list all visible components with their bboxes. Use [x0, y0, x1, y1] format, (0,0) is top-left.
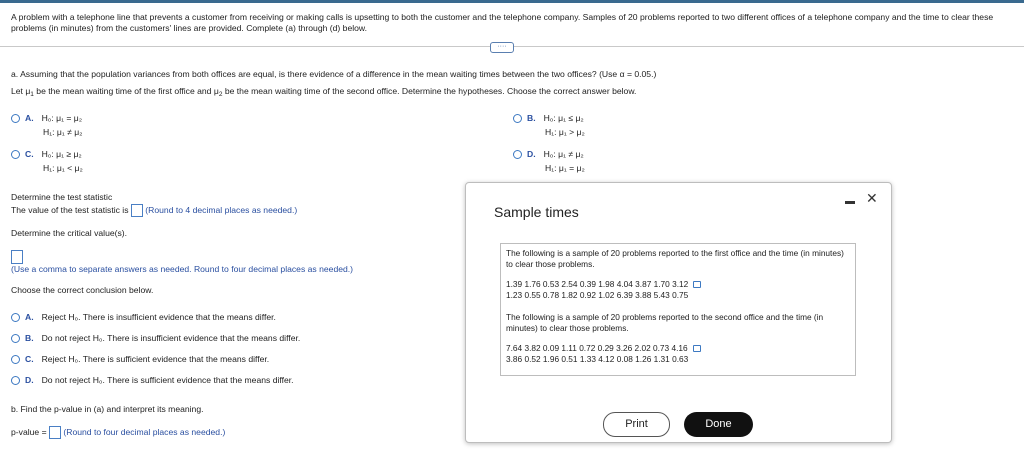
- part-a-question: a. Assuming that the population variances from both offices are equal, is there evidence of a difference in the mean waiting times between the two offices? (Use α = 0.05.): [11, 69, 657, 79]
- more-button[interactable]: ····: [490, 42, 514, 53]
- test-stat-row: The value of the test statistic is (Round to 4 decimal places as needed.): [11, 204, 297, 217]
- test-stat-input[interactable]: [131, 204, 143, 217]
- sample-times-dialog: [465, 182, 892, 443]
- hyp-option-a-alt: H₁: μ₁ ≠ μ₂: [43, 127, 83, 137]
- radio-icon[interactable]: [11, 150, 20, 159]
- second-office-description: The following is a sample of 20 problems reported to the second office and the time (in minutes) to clear those problems.: [506, 312, 824, 333]
- hyp-option-b-alt: H₁: μ₁ > μ₂: [545, 127, 585, 137]
- second-office-row-1: 7.64 3.82 0.09 1.11 0.72 0.29 3.26 2.02 0.73 4.16: [506, 343, 851, 354]
- critical-hint: (Use a comma to separate answers as needed. Round to four decimal places as needed.): [11, 264, 354, 274]
- radio-icon[interactable]: [513, 114, 522, 123]
- conclusion-option-c[interactable]: C. Reject H₀. There is sufficient evidence that the means differ.: [11, 354, 269, 364]
- conclusion-heading: Choose the correct conclusion below.: [11, 285, 154, 295]
- problem-intro: A problem with a telephone line that prevents a customer from receiving or making calls is upsetting to both the customer and the telephone company. Samples of 20 problems reported to two different offices of a telephone company and the time to clear these problems (in minutes) from the customers' lines are provided. Complete (a) through (d) below.: [11, 12, 994, 33]
- radio-icon[interactable]: [11, 376, 20, 385]
- radio-icon[interactable]: [513, 150, 522, 159]
- hyp-option-a[interactable]: A. H₀: μ₁ = μ₂: [11, 113, 82, 123]
- hyp-option-c-alt: H₁: μ₁ < μ₂: [43, 163, 83, 173]
- copy-icon[interactable]: [693, 345, 701, 352]
- first-office-description: The following is a sample of 20 problems reported to the first office and the time (in minutes) to clear those problems.: [506, 248, 844, 269]
- close-icon[interactable]: ✕: [866, 190, 878, 206]
- test-stat-heading: Determine the test statistic: [11, 192, 113, 202]
- part-b-question: b. Find the p-value in (a) and interpret its meaning.: [11, 404, 204, 414]
- hyp-option-d-alt: H₁: μ₁ = μ₂: [545, 163, 585, 173]
- first-office-row-1: 1.39 1.76 0.53 2.54 0.39 1.98 4.04 3.87 1.70 3.12: [506, 279, 851, 290]
- second-office-row-2: 3.86 0.52 1.96 0.51 1.33 4.12 0.08 1.26 1.31 0.63: [506, 354, 689, 364]
- critical-heading: Determine the critical value(s).: [11, 228, 128, 238]
- radio-icon[interactable]: [11, 114, 20, 123]
- hyp-option-d[interactable]: D. H₀: μ₁ ≠ μ₂: [513, 149, 584, 159]
- pvalue-row: p-value = (Round to four decimal places as needed.): [11, 426, 225, 439]
- minimize-icon[interactable]: [845, 201, 855, 204]
- pvalue-input[interactable]: [49, 426, 61, 439]
- hyp-option-b[interactable]: B. H₀: μ₁ ≤ μ₂: [513, 113, 584, 123]
- radio-icon[interactable]: [11, 334, 20, 343]
- radio-icon[interactable]: [11, 355, 20, 364]
- top-accent-bar: [0, 0, 1024, 3]
- radio-icon[interactable]: [11, 313, 20, 322]
- sample-data-box: [500, 243, 856, 376]
- critical-value-input[interactable]: [11, 250, 23, 264]
- conclusion-option-d[interactable]: D. Do not reject H₀. There is sufficient evidence that the means differ.: [11, 375, 294, 385]
- hyp-option-c[interactable]: C. H₀: μ₁ ≥ μ₂: [11, 149, 82, 159]
- print-button[interactable]: Print: [603, 412, 670, 437]
- dialog-title: Sample times: [494, 204, 579, 220]
- done-button[interactable]: Done: [684, 412, 753, 437]
- conclusion-option-b[interactable]: B. Do not reject H₀. There is insufficient evidence that the means differ.: [11, 333, 300, 343]
- copy-icon[interactable]: [693, 281, 701, 288]
- hypothesis-instruction: Let $\mu_1$ be the mean waiting time of the first office and $\mu_2$ be the mean waiting time of the second office. Determine the hypotheses. Choose the correct answer below.: [11, 86, 637, 98]
- conclusion-option-a[interactable]: A. Reject H₀. There is insufficient evidence that the means differ.: [11, 312, 276, 322]
- first-office-row-2: 1.23 0.55 0.78 1.82 0.92 1.02 6.39 3.88 5.43 0.75: [506, 290, 689, 300]
